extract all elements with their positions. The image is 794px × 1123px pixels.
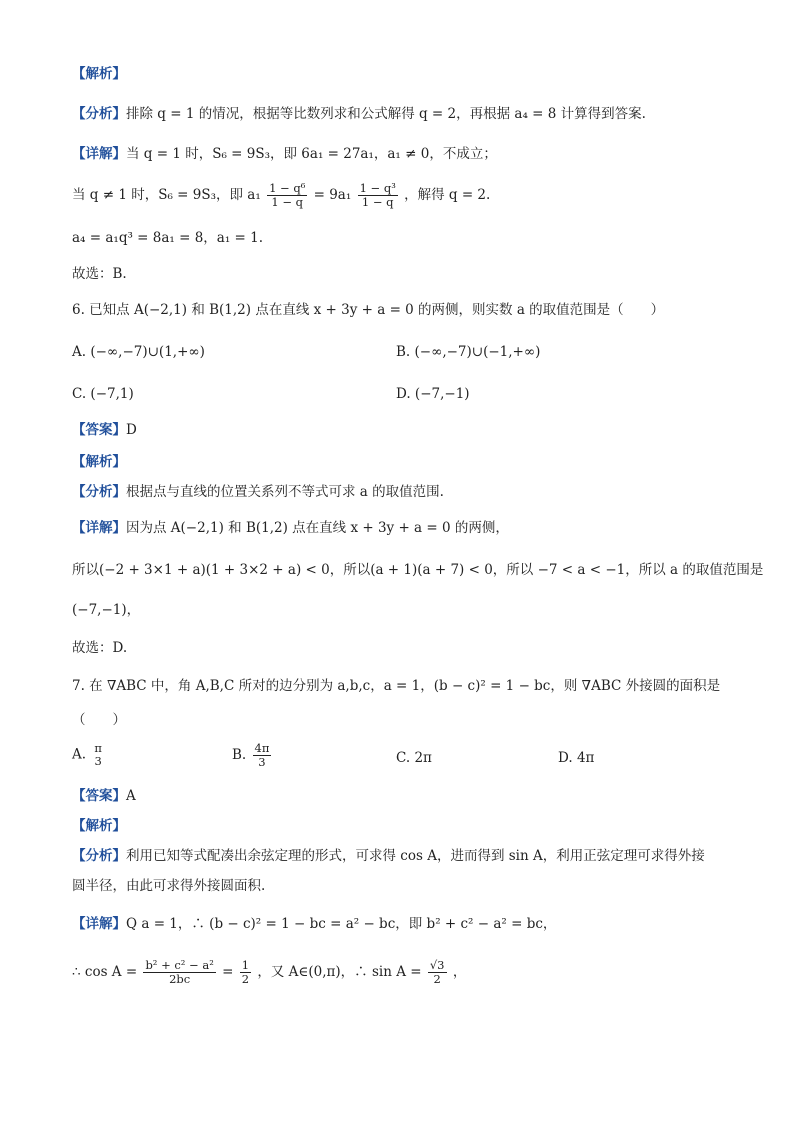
q7-fenxi-line2: 圆半径，由此可求得外接圆面积. [72,878,266,894]
q5-fenxi-line: 【分析】排除 q = 1 的情况，根据等比数列求和公式解得 q = 2，再根据 a₄ = 8 计算得到答案. [72,106,646,122]
q7-jiexi-tag: 【解析】 [72,818,126,834]
q6-jiexi-tag: 【解析】 [72,454,126,470]
q5-xiangjie-line2: 当 q ≠ 1 时，S₆ = 9S₃，即 a₁ $\frac{\text{1 − q⁶}}{1 - q}$ = 9a₁ $\frac{\text{1 − q³}}{1 - q}$ ，解得 q = 2. [72,181,491,209]
q7-xiangjie-line2: ∴ cos A = $\frac{\text{b² + c² − a²}}{2bc}$ = $\frac{1}{2}$ ，又 A∈(0,π)，∴ sin A = $\frac{√3}{2}$ ， [72,958,467,986]
q6-stem: 6. 已知点 A(−2,1) 和 B(1,2) 点在直线 x + 3y + a = 0 的两侧，则实数 a 的取值范围是（ ） [72,302,665,318]
q5-choice: 故选：B. [72,266,127,282]
q7-option-a: A. π 3 [72,741,102,768]
q7-fraction-sin: $\frac{√3}{2}$ [429,958,445,986]
q6-answer: 【答案】D [72,422,137,438]
q6-choice: 故选：D. [72,640,128,656]
q7-option-a-fraction: π 3 [94,741,102,768]
q6-xiangjie-line3: (−7,−1)， [72,602,141,618]
q7-fraction-half: $\frac{1}{2}$ [241,958,250,986]
q7-stem-cont: （ ） [72,712,126,728]
q5-fraction-1: $\frac{\text{1 − q⁶}}{1 - q}$ [269,181,306,209]
q5-xiangjie-line3: a₄ = a₁q³ = 8a₁ = 8，a₁ = 1. [72,230,264,246]
q6-option-c: C. (−7,1) [72,386,134,402]
q7-option-d: D. 4π [558,750,595,766]
q6-option-d: D. (−7,−1) [396,386,470,402]
q5-fraction-2: $\frac{\text{1 − q³}}{1 - q}$ [359,181,396,209]
q7-fraction-cos: $\frac{\text{b² + c² − a²}}{2bc}$ [145,958,214,986]
q6-option-a: A. (−∞,−7)∪(1,+∞) [72,344,205,360]
q7-option-b-fraction: $\frac{4\pi}{3}$ [254,741,270,769]
q7-answer: 【答案】A [72,788,136,804]
q5-jiexi-tag: 【解析】 [72,66,126,82]
q7-option-b: B. $\frac{4\pi}{3}$ [232,741,270,769]
q5-xiangjie-line1: 【详解】当 q = 1 时，S₆ = 9S₃，即 6a₁ = 27a₁，a₁ ≠ 0，不成立； [72,146,497,162]
q7-fenxi-line: 【分析】利用已知等式配凑出余弦定理的形式，可求得 cos A，进而得到 sin A，利用正弦定理可求得外接 [72,848,705,864]
q6-xiangjie-line2: 所以(−2 + 3×1 + a)(1 + 3×2 + a) < 0，所以(a + 1)(a + 7) < 0，所以 −7 < a < −1，所以 a 的取值范围是 [72,562,764,578]
q5-xiangjie-text1: 当 q = 1 时，S₆ = 9S₃，即 6a₁ = 27a₁，a₁ ≠ 0，不成立； [126,146,497,162]
q7-stem: 7. 在 ∇ABC 中，角 A,B,C 所对的边分别为 a,b,c，a = 1，(b − c)² = 1 − bc，则 ∇ABC 外接圆的面积是 [72,678,721,694]
q6-xiangjie-line1: 【详解】因为点 A(−2,1) 和 B(1,2) 点在直线 x + 3y + a = 0 的两侧， [72,520,509,536]
q5-fenxi-text: 排除 q = 1 的情况，根据等比数列求和公式解得 q = 2，再根据 a₄ = 8 计算得到答案. [126,106,646,122]
q6-fenxi-line: 【分析】根据点与直线的位置关系列不等式可求 a 的取值范围. [72,484,444,500]
q7-option-c: C. 2π [396,750,432,766]
q7-xiangjie-line1: 【详解】Q a = 1，∴ (b − c)² = 1 − bc = a² − bc，即 b² + c² − a² = bc， [72,916,557,932]
q6-option-b: B. (−∞,−7)∪(−1,+∞) [396,344,541,360]
